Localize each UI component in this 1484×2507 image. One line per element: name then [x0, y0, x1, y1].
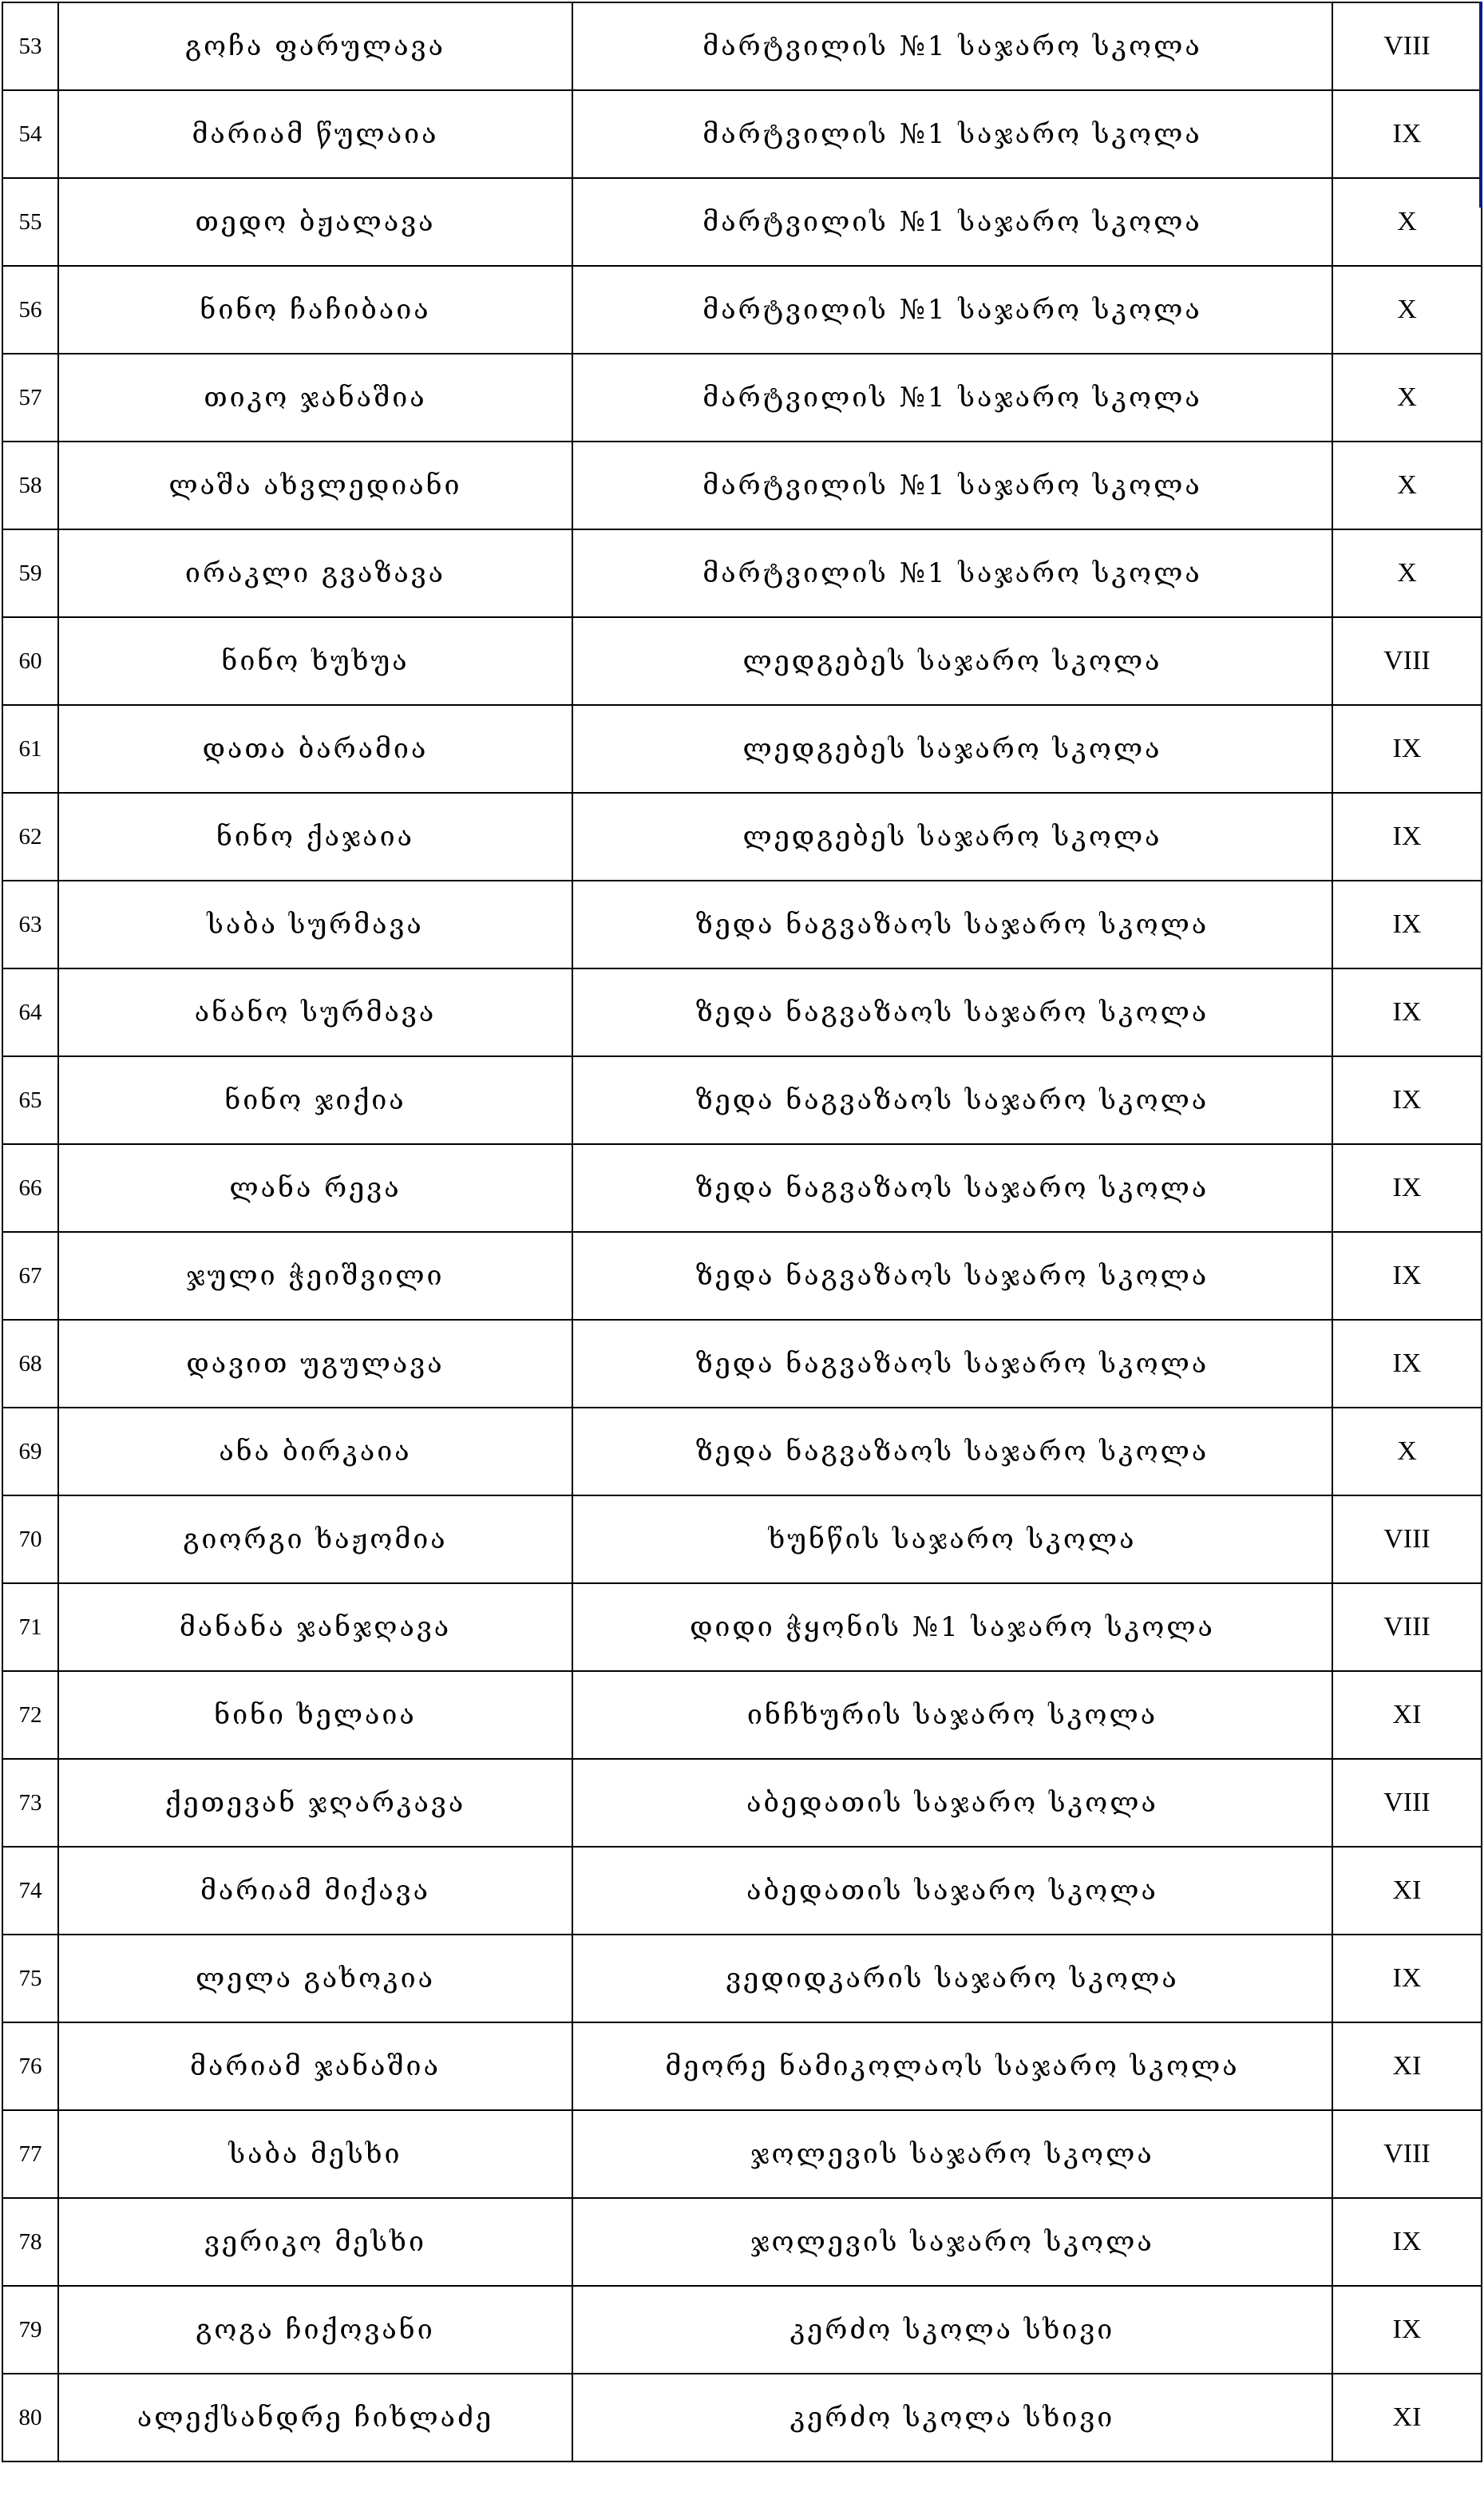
- row-number-cell: 57: [2, 354, 58, 442]
- student-name-cell: ჯული ჭეიშვილი: [58, 1232, 572, 1320]
- student-name-cell: ლელა გახოკია: [58, 1935, 572, 2022]
- student-name-cell: მარიამ წულაია: [58, 90, 572, 178]
- student-name-cell: გოგა ჩიქოვანი: [58, 2286, 572, 2374]
- table-row: [2, 1408, 1482, 1495]
- grade-cell: X: [1332, 354, 1482, 442]
- grade-cell: X: [1332, 266, 1482, 354]
- row-number-cell: 64: [2, 968, 58, 1056]
- table-row: [2, 968, 1482, 1056]
- table-row: [2, 266, 1482, 354]
- grade-cell: IX: [1332, 2198, 1482, 2286]
- school-name-cell: აბედათის საჯარო სკოლა: [572, 1759, 1332, 1847]
- table-row: [2, 1495, 1482, 1583]
- table-row: [2, 2022, 1482, 2110]
- grade-cell: XI: [1332, 2374, 1482, 2461]
- row-number-cell: 78: [2, 2198, 58, 2286]
- row-number-cell: 80: [2, 2374, 58, 2461]
- row-number-cell: 55: [2, 178, 58, 266]
- school-name-cell: ზედა ნაგვაზაოს საჯარო სკოლა: [572, 1232, 1332, 1320]
- school-name-cell: ზედა ნაგვაზაოს საჯარო სკოლა: [572, 1320, 1332, 1408]
- row-number-cell: 79: [2, 2286, 58, 2374]
- table-row: [2, 2110, 1482, 2198]
- school-name-cell: ჯოლევის საჯარო სკოლა: [572, 2110, 1332, 2198]
- grade-cell: VIII: [1332, 2110, 1482, 2198]
- table-row: [2, 1671, 1482, 1759]
- school-name-cell: მარტვილის №1 საჯარო სკოლა: [572, 266, 1332, 354]
- table-row: [2, 1935, 1482, 2022]
- school-name-cell: აბედათის საჯარო სკოლა: [572, 1847, 1332, 1935]
- student-name-cell: ირაკლი გვაზავა: [58, 529, 572, 617]
- grade-cell: X: [1332, 1408, 1482, 1495]
- page-edge-rule: [1479, 2, 1482, 208]
- school-name-cell: ხუნწის საჯარო სკოლა: [572, 1495, 1332, 1583]
- school-name-cell: მარტვილის №1 საჯარო სკოლა: [572, 2, 1332, 90]
- grade-cell: VIII: [1332, 1759, 1482, 1847]
- grade-cell: IX: [1332, 90, 1482, 178]
- row-number-cell: 74: [2, 1847, 58, 1935]
- student-name-cell: ანანო სურმავა: [58, 968, 572, 1056]
- school-name-cell: ზედა ნაგვაზაოს საჯარო სკოლა: [572, 1408, 1332, 1495]
- school-name-cell: მეორე ნამიკოლაოს საჯარო სკოლა: [572, 2022, 1332, 2110]
- student-name-cell: თიკო ჯანაშია: [58, 354, 572, 442]
- school-name-cell: ზედა ნაგვაზაოს საჯარო სკოლა: [572, 1144, 1332, 1232]
- school-name-cell: ზედა ნაგვაზაოს საჯარო სკოლა: [572, 968, 1332, 1056]
- table-row: [2, 1144, 1482, 1232]
- student-name-cell: დავით უგულავა: [58, 1320, 572, 1408]
- grade-cell: VIII: [1332, 2, 1482, 90]
- row-number-cell: 59: [2, 529, 58, 617]
- school-name-cell: ვედიდკარის საჯარო სკოლა: [572, 1935, 1332, 2022]
- school-name-cell: კერძო სკოლა სხივი: [572, 2374, 1332, 2461]
- school-name-cell: ლედგებეს საჯარო სკოლა: [572, 617, 1332, 705]
- table-row: [2, 442, 1482, 529]
- student-name-cell: ანა ბირკაია: [58, 1408, 572, 1495]
- school-name-cell: ინჩხურის საჯარო სკოლა: [572, 1671, 1332, 1759]
- student-name-cell: ქეთევან ჯღარკავა: [58, 1759, 572, 1847]
- row-number-cell: 75: [2, 1935, 58, 2022]
- grade-cell: X: [1332, 178, 1482, 266]
- table-body: [2, 2, 1482, 2461]
- student-name-cell: ლანა რევა: [58, 1144, 572, 1232]
- row-number-cell: 73: [2, 1759, 58, 1847]
- school-name-cell: მარტვილის №1 საჯარო სკოლა: [572, 90, 1332, 178]
- row-number-cell: 63: [2, 881, 58, 968]
- student-name-cell: ვერიკო მესხი: [58, 2198, 572, 2286]
- student-name-cell: საბა მესხი: [58, 2110, 572, 2198]
- row-number-cell: 72: [2, 1671, 58, 1759]
- table-row: [2, 881, 1482, 968]
- table-row: [2, 354, 1482, 442]
- table-row: [2, 1759, 1482, 1847]
- school-name-cell: ლედგებეს საჯარო სკოლა: [572, 705, 1332, 793]
- student-name-cell: მარიამ მიქავა: [58, 1847, 572, 1935]
- grade-cell: IX: [1332, 1056, 1482, 1144]
- grade-cell: IX: [1332, 968, 1482, 1056]
- grade-cell: IX: [1332, 881, 1482, 968]
- row-number-cell: 54: [2, 90, 58, 178]
- student-name-cell: საბა სურმავა: [58, 881, 572, 968]
- grade-cell: VIII: [1332, 1495, 1482, 1583]
- row-number-cell: 58: [2, 442, 58, 529]
- table-row: [2, 617, 1482, 705]
- student-name-cell: ალექსანდრე ჩიხლაძე: [58, 2374, 572, 2461]
- row-number-cell: 61: [2, 705, 58, 793]
- grade-cell: X: [1332, 529, 1482, 617]
- table-row: [2, 2198, 1482, 2286]
- row-number-cell: 62: [2, 793, 58, 881]
- student-name-cell: ნინო ჩაჩიბაია: [58, 266, 572, 354]
- table-row: [2, 1320, 1482, 1408]
- table-row: [2, 793, 1482, 881]
- student-name-cell: ნინო ქაჯაია: [58, 793, 572, 881]
- grade-cell: IX: [1332, 1320, 1482, 1408]
- grade-cell: IX: [1332, 2286, 1482, 2374]
- table-row: [2, 1232, 1482, 1320]
- grade-cell: IX: [1332, 1232, 1482, 1320]
- table-row: [2, 2, 1482, 90]
- school-name-cell: მარტვილის №1 საჯარო სკოლა: [572, 529, 1332, 617]
- student-name-cell: დათა ბარამია: [58, 705, 572, 793]
- grade-cell: VIII: [1332, 1583, 1482, 1671]
- student-name-cell: გიორგი ხაჟომია: [58, 1495, 572, 1583]
- grade-cell: IX: [1332, 1144, 1482, 1232]
- row-number-cell: 71: [2, 1583, 58, 1671]
- grade-cell: X: [1332, 442, 1482, 529]
- student-name-cell: ნინო ხუხუა: [58, 617, 572, 705]
- student-name-cell: ლაშა ახვლედიანი: [58, 442, 572, 529]
- student-name-cell: მანანა ჯანჯღავა: [58, 1583, 572, 1671]
- school-name-cell: ზედა ნაგვაზაოს საჯარო სკოლა: [572, 1056, 1332, 1144]
- row-number-cell: 60: [2, 617, 58, 705]
- student-name-cell: თედო ბჟალავა: [58, 178, 572, 266]
- table-row: [2, 705, 1482, 793]
- school-name-cell: მარტვილის №1 საჯარო სკოლა: [572, 178, 1332, 266]
- school-name-cell: დიდი ჭყონის №1 საჯარო სკოლა: [572, 1583, 1332, 1671]
- student-name-cell: ნინო ჯიქია: [58, 1056, 572, 1144]
- row-number-cell: 76: [2, 2022, 58, 2110]
- school-name-cell: მარტვილის №1 საჯარო სკოლა: [572, 354, 1332, 442]
- table-row: [2, 1847, 1482, 1935]
- table-row: [2, 2286, 1482, 2374]
- student-name-cell: ნინი ხელაია: [58, 1671, 572, 1759]
- student-name-cell: მარიამ ჯანაშია: [58, 2022, 572, 2110]
- school-name-cell: ზედა ნაგვაზაოს საჯარო სკოლა: [572, 881, 1332, 968]
- grade-cell: XI: [1332, 2022, 1482, 2110]
- row-number-cell: 77: [2, 2110, 58, 2198]
- table-row: [2, 2374, 1482, 2461]
- grade-cell: IX: [1332, 705, 1482, 793]
- grade-cell: IX: [1332, 793, 1482, 881]
- row-number-cell: 53: [2, 2, 58, 90]
- row-number-cell: 65: [2, 1056, 58, 1144]
- row-number-cell: 56: [2, 266, 58, 354]
- row-number-cell: 66: [2, 1144, 58, 1232]
- row-number-cell: 68: [2, 1320, 58, 1408]
- school-name-cell: ჯოლევის საჯარო სკოლა: [572, 2198, 1332, 2286]
- table-row: [2, 1056, 1482, 1144]
- table-row: [2, 178, 1482, 266]
- row-number-cell: 67: [2, 1232, 58, 1320]
- grade-cell: XI: [1332, 1671, 1482, 1759]
- grade-cell: XI: [1332, 1847, 1482, 1935]
- grade-cell: IX: [1332, 1935, 1482, 2022]
- grade-cell: VIII: [1332, 617, 1482, 705]
- table-row: [2, 1583, 1482, 1671]
- student-list-table: [2, 2, 1482, 2462]
- table-row: [2, 529, 1482, 617]
- school-name-cell: კერძო სკოლა სხივი: [572, 2286, 1332, 2374]
- school-name-cell: ლედგებეს საჯარო სკოლა: [572, 793, 1332, 881]
- row-number-cell: 69: [2, 1408, 58, 1495]
- row-number-cell: 70: [2, 1495, 58, 1583]
- student-name-cell: გოჩა ფარულავა: [58, 2, 572, 90]
- table-row: [2, 90, 1482, 178]
- school-name-cell: მარტვილის №1 საჯარო სკოლა: [572, 442, 1332, 529]
